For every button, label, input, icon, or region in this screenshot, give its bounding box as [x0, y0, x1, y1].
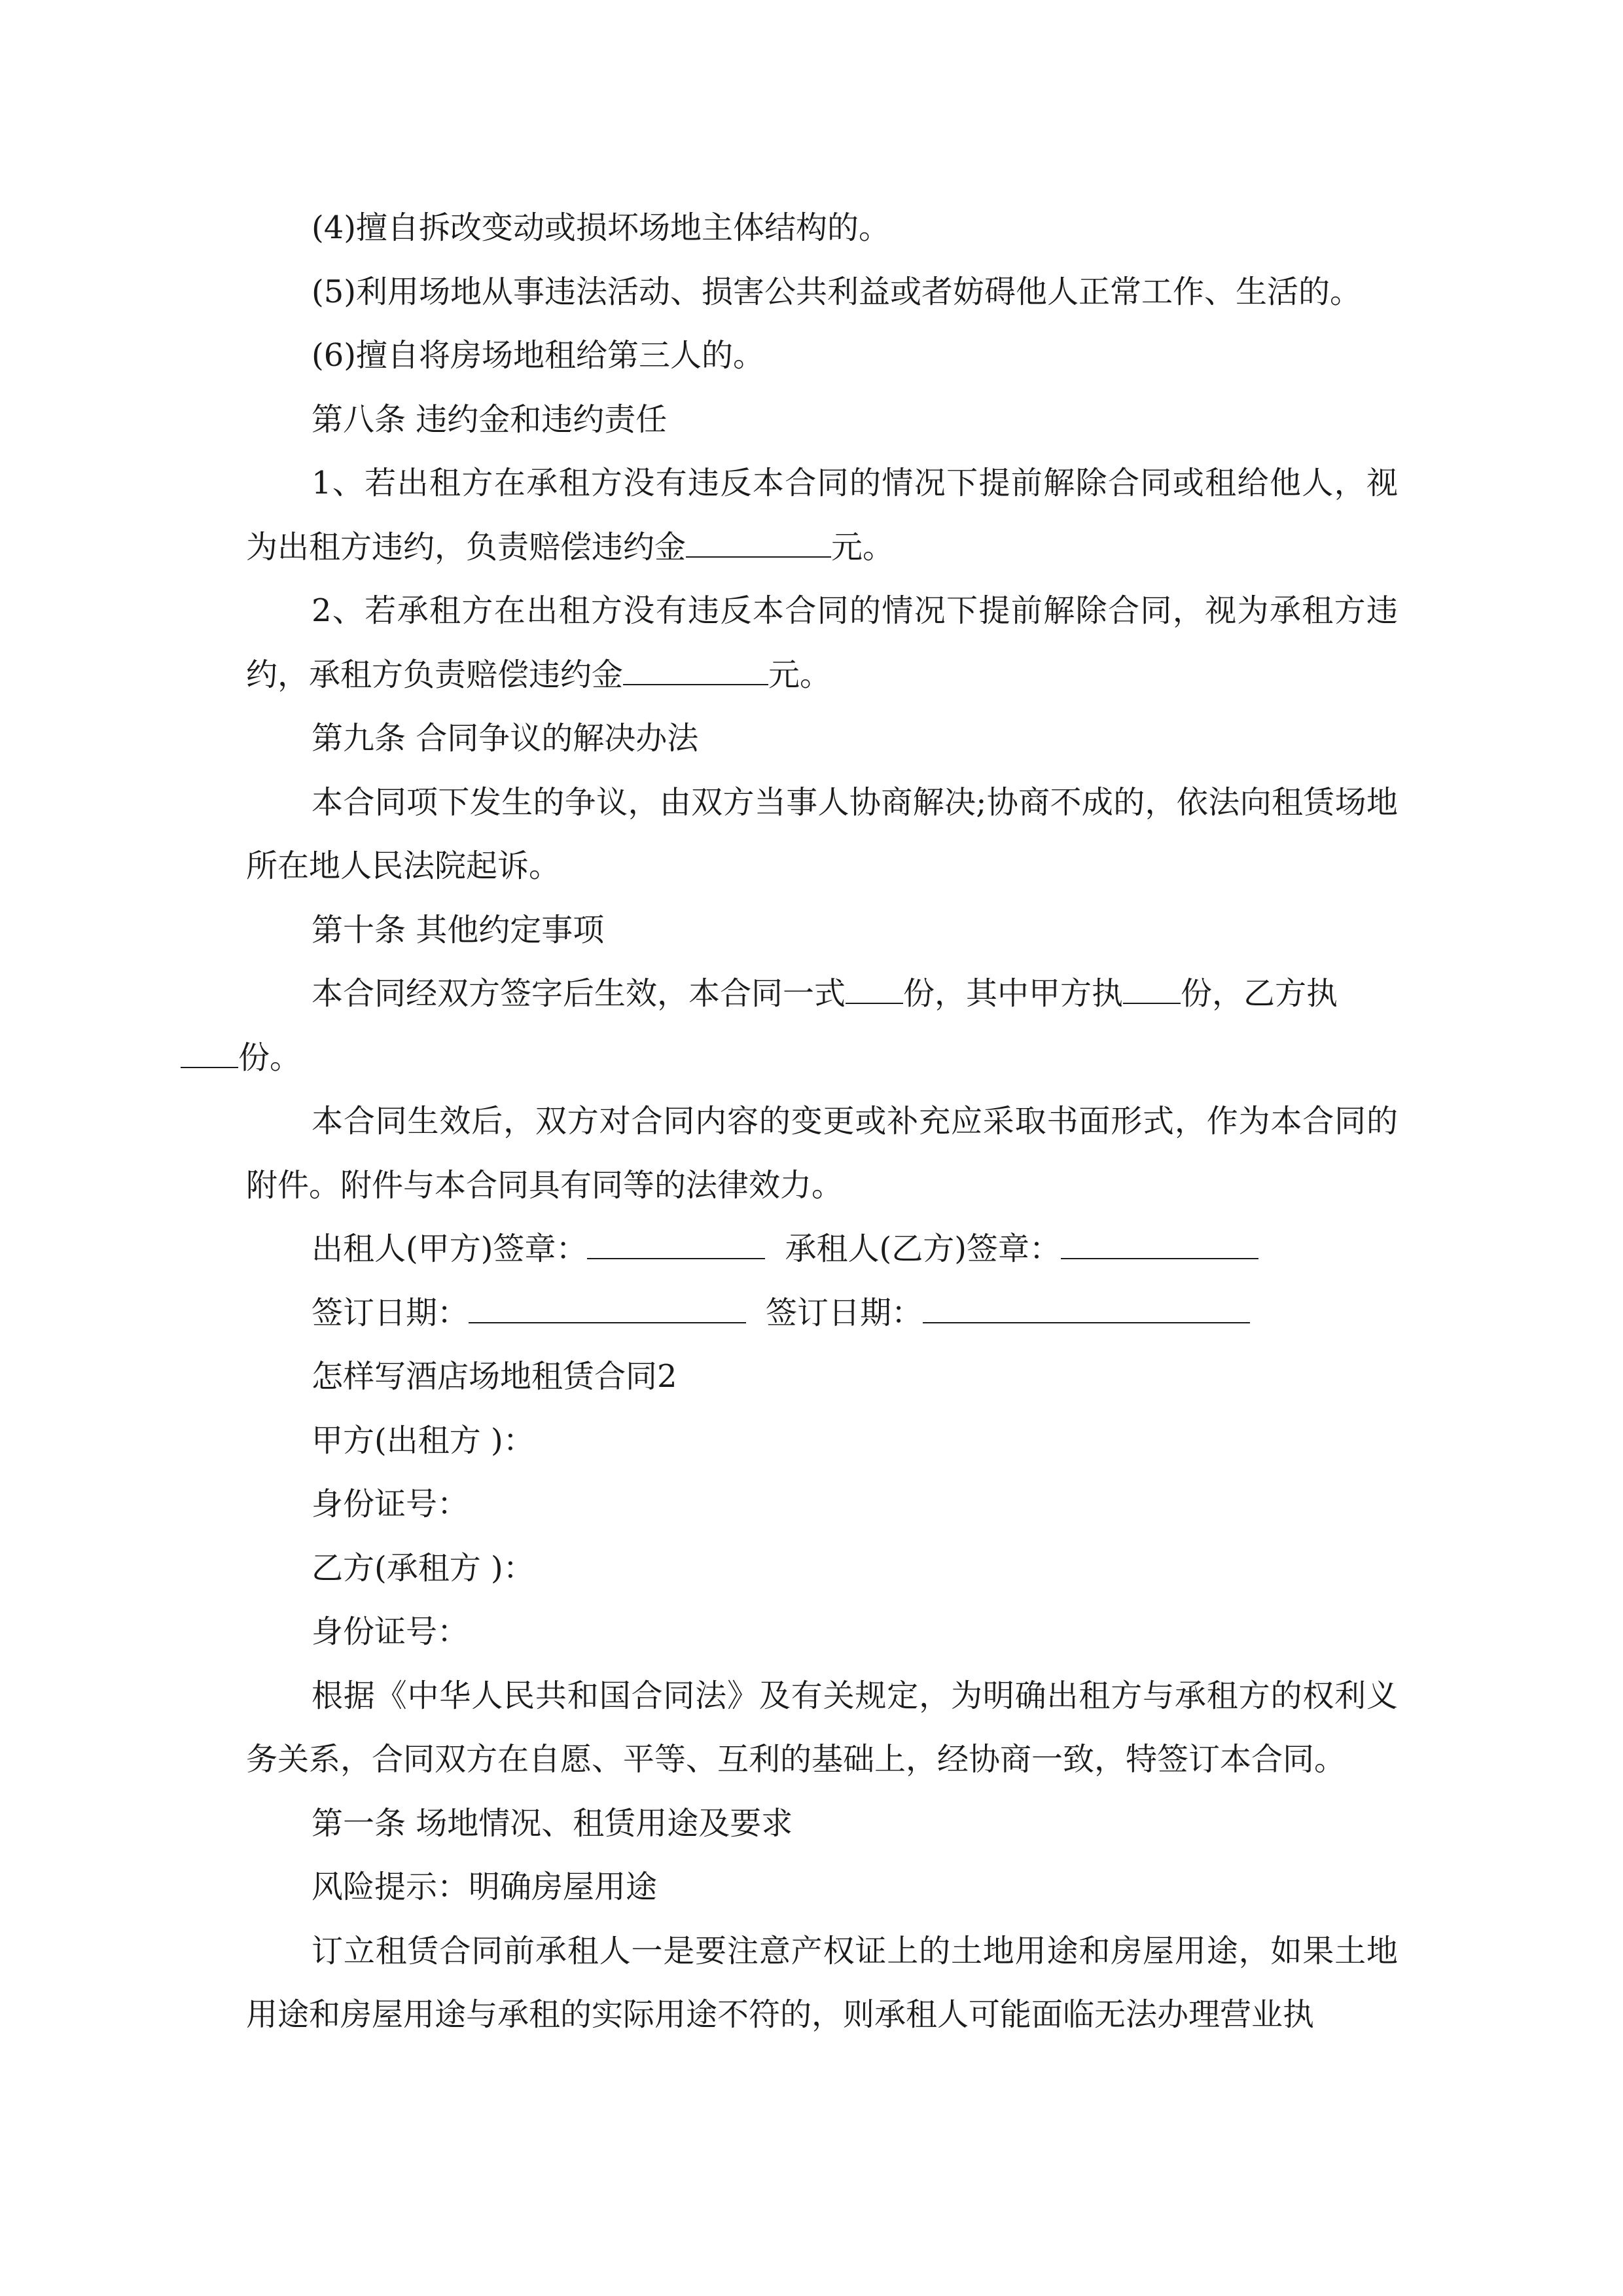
article-9-heading: 第九条 合同争议的解决办法 [312, 720, 699, 757]
preamble: 根据《中华人民共和国合同法》及有关规定，为明确出租方与承租方的权利义务关系，合同双方在自愿、平等、互利的基础上，经协商一致，特签订本合同。 [246, 1677, 1398, 1778]
party-b-copies-blank[interactable] [181, 1042, 238, 1068]
risk-note-heading: 风险提示：明确房屋用途 [312, 1869, 658, 1905]
article-10-amendments: 本合同生效后，双方对合同内容的变更或补充应采取书面形式，作为本合同的附件。附件与本合同具有同等的法律效力。 [246, 1103, 1398, 1204]
clause-item-5: (5)利用场地从事违法活动、损害公共利益或者妨碍他人正常工作、生活的。 [312, 273, 1361, 310]
article-10-heading: 第十条 其他约定事项 [312, 911, 605, 948]
contract-2-title: 怎样写酒店场地租赁合同2 [312, 1358, 677, 1395]
clause-item-4: (4)擅自拆改变动或损坏场地主体结构的。 [312, 209, 890, 246]
lessor-signature-field[interactable] [587, 1233, 765, 1259]
lessee-signature-field[interactable] [1061, 1233, 1258, 1259]
party-b-id-label: 身份证号： [312, 1613, 469, 1650]
penalty-amount-blank-2[interactable] [623, 659, 768, 685]
party-a-id-label: 身份证号： [312, 1486, 469, 1522]
article-8-item-2: 2、若承租方在出租方没有违反本合同的情况下提前解除合同，视为承租方违约，承租方负责赔偿违约金 元。 [246, 592, 1398, 693]
article-1-heading: 第一条 场地情况、租赁用途及要求 [312, 1804, 793, 1842]
lessor-date-field[interactable] [469, 1297, 746, 1323]
article-8-heading: 第八条 违约金和违约责任 [312, 401, 668, 438]
party-a-copies-blank[interactable] [1123, 978, 1181, 1004]
lessee-date-field[interactable] [923, 1297, 1250, 1323]
party-a-label: 甲方(出租方 )： [312, 1422, 535, 1459]
article-10-copies: 本合同经双方签字后生效，本合同一式 份，其中甲方执 份，乙方执 份。 [246, 962, 1398, 1090]
party-b-label: 乙方(承租方 )： [312, 1549, 535, 1587]
article-8-item-1: 1、若出租方在承租方没有违反本合同的情况下提前解除合同或租给他人，视为出租方违约，负责赔偿违约金 元。 [246, 465, 1398, 565]
total-copies-blank[interactable] [846, 978, 903, 1004]
date-line: 签订日期： 签订日期： [246, 1282, 1398, 1346]
clause-item-6: (6)擅自将房场地租给第三人的。 [312, 337, 764, 374]
article-9-body: 本合同项下发生的争议，由双方当事人协商解决;协商不成的，依法向租赁场地所在地人民法院起诉。 [246, 783, 1398, 884]
penalty-amount-blank-1[interactable] [686, 531, 831, 558]
signature-line: 出租人(甲方)签章： 承租人(乙方)签章： [246, 1217, 1398, 1282]
document-body [238, 196, 1398, 2047]
risk-note-body: 订立租赁合同前承租人一是要注意产权证上的土地用途和房屋用途，如果土地用途和房屋用途与承租的实际用途不符的，则承租人可能面临无法办理营业执 [246, 1932, 1398, 2033]
